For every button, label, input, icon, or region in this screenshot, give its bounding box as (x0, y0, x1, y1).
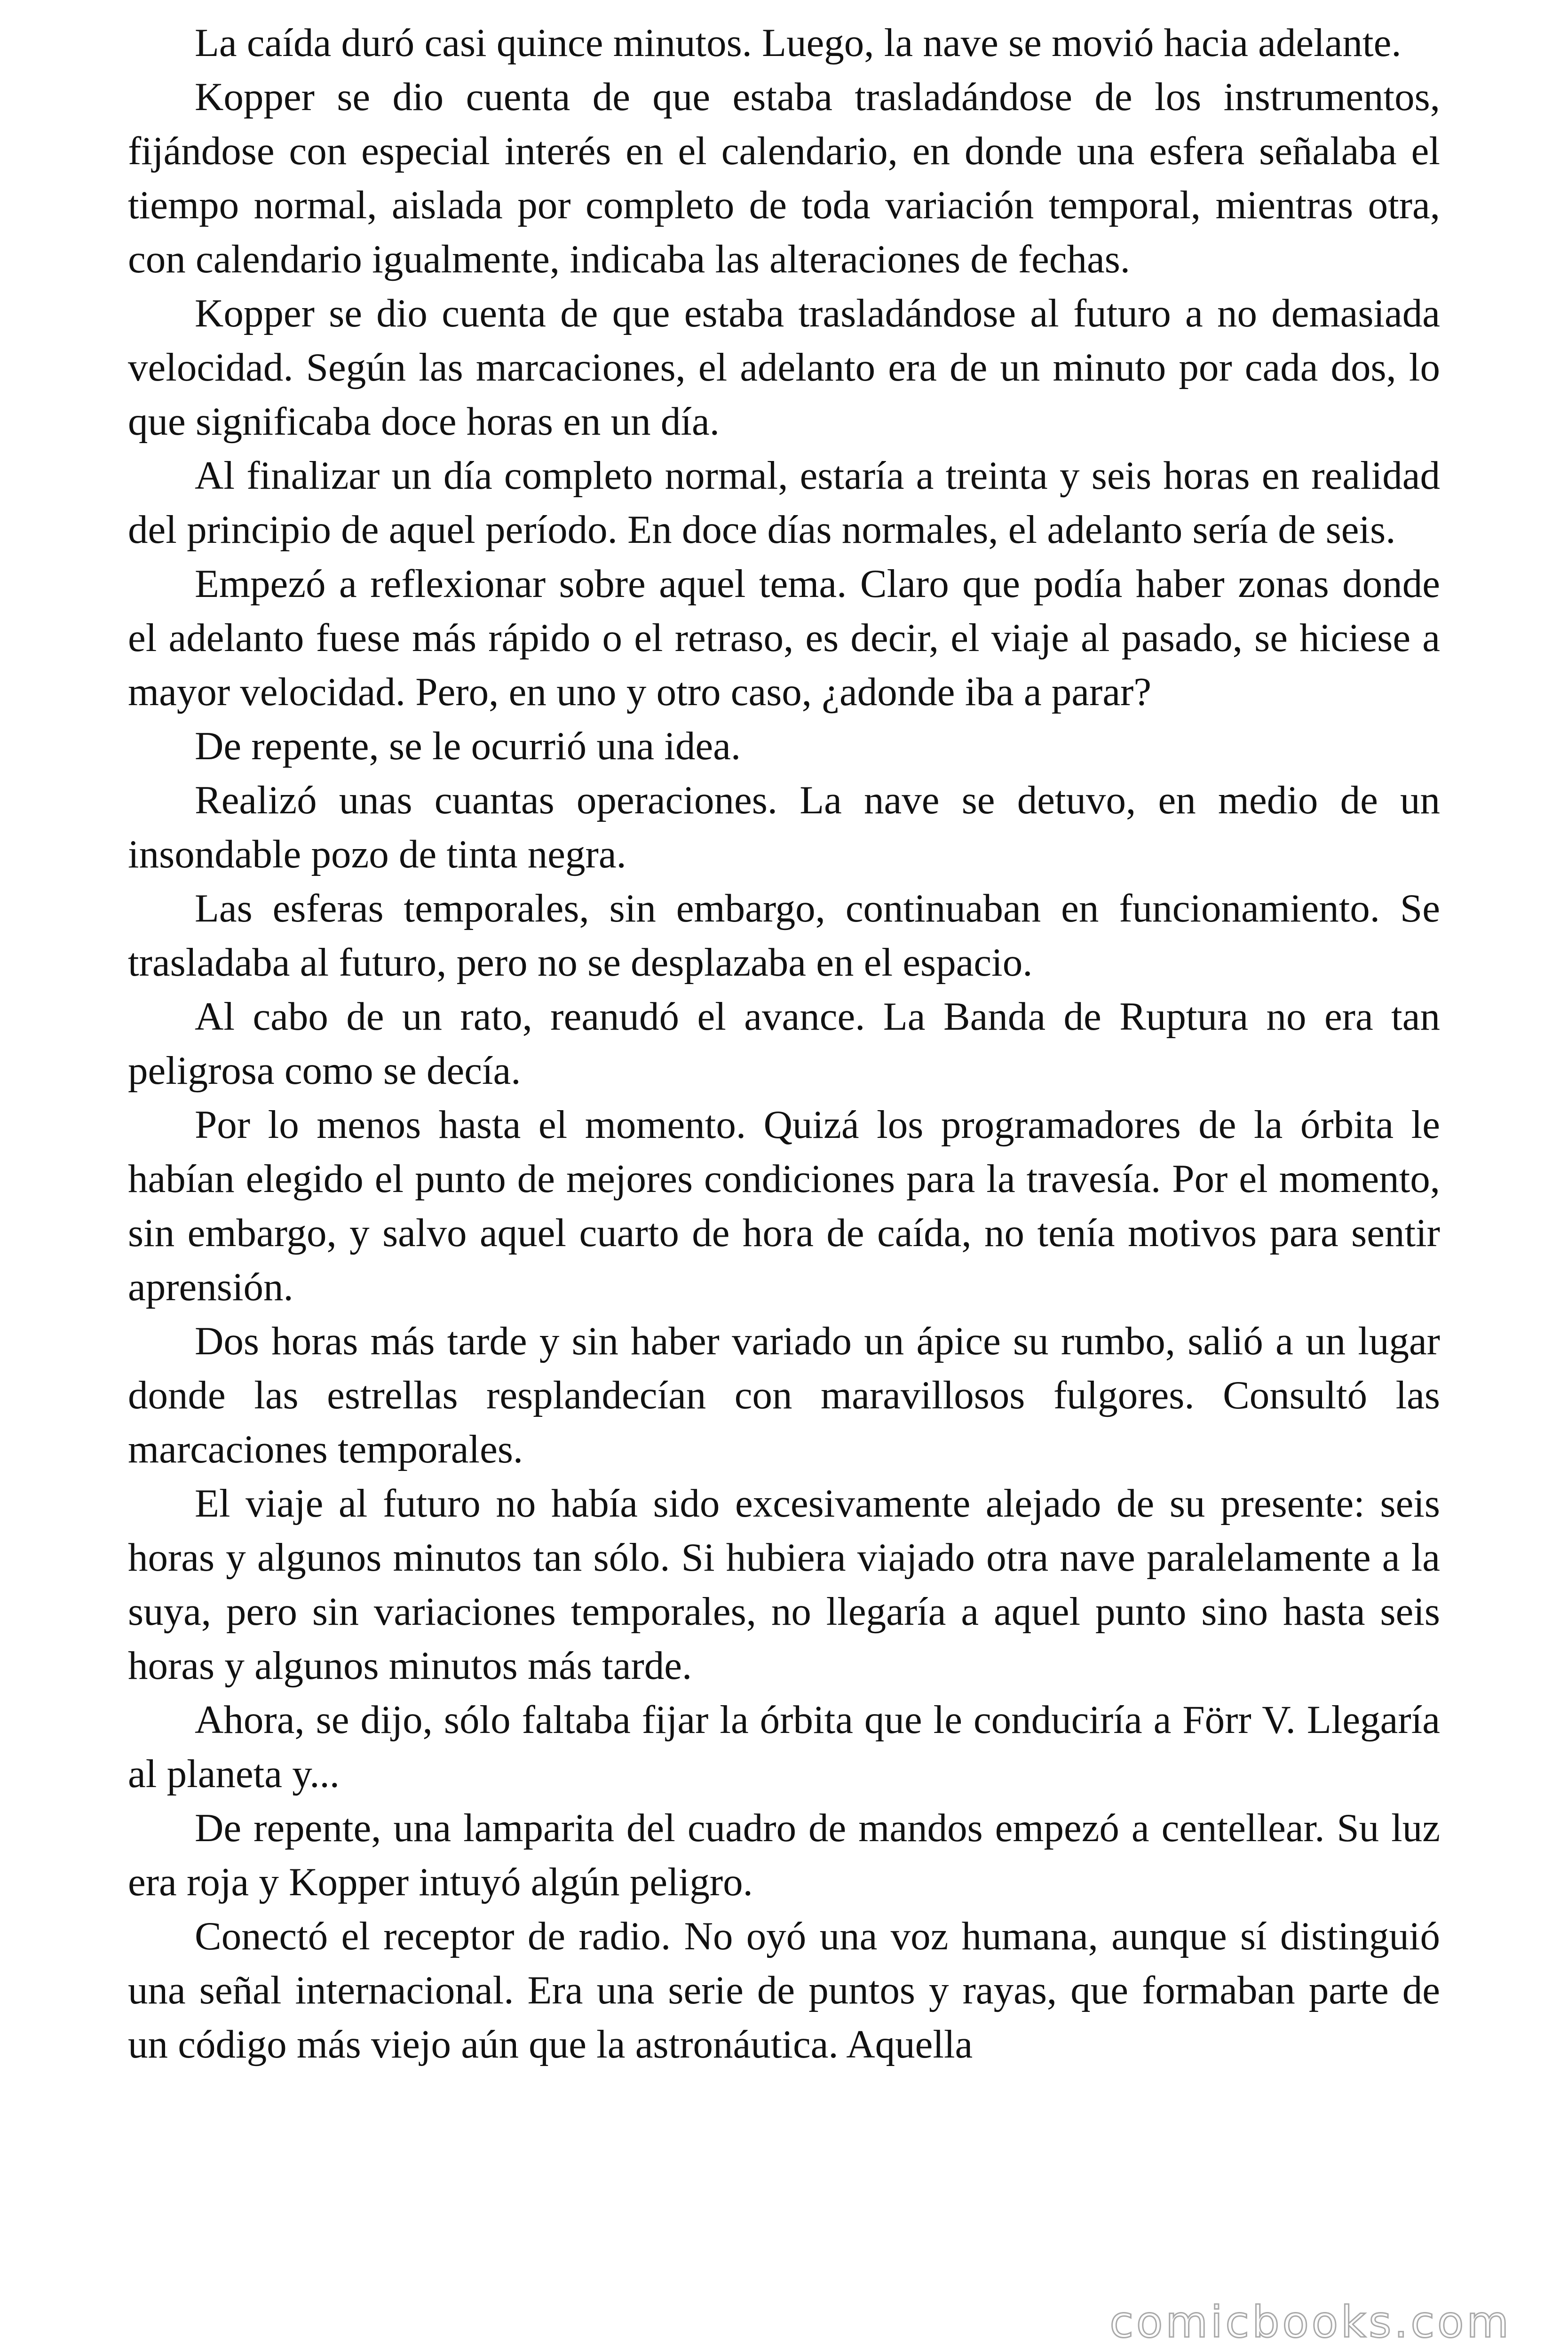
paragraph: Al cabo de un rato, reanudó el avance. La Banda de Ruptura no era tan peligrosa como se decía. (128, 994, 1440, 1093)
paragraph: El viaje al futuro no había sido excesivamente alejado de su presente: seis horas y algunos minutos tan sólo. Si hubiera viajado otra nave paralelamente a la suya, pero sin variaciones temporales, no llegaría a aquel punto sino hasta seis horas y algunos minutos más tarde. (128, 1481, 1440, 1688)
paragraph: Kopper se dio cuenta de que estaba trasladándose al futuro a no demasiada velocidad. Según las marcaciones, el adelanto era de un minuto por cada dos, lo que significaba doce horas en un día. (128, 291, 1440, 444)
paragraph: De repente, una lamparita del cuadro de mandos empezó a centellear. Su luz era roja y Kopper intuyó algún peligro. (128, 1806, 1440, 1904)
paragraph: La caída duró casi quince minutos. Luego, la nave se movió hacia adelante. (195, 21, 1402, 65)
paragraph: De repente, se le ocurrió una idea. (195, 724, 741, 768)
paragraph: Las esferas temporales, sin embargo, continuaban en funcionamiento. Se trasladaba al futuro, pero no se desplazaba en el espacio. (128, 886, 1440, 985)
body-text (128, 16, 1440, 2072)
paragraph: Por lo menos hasta el momento. Quizá los programadores de la órbita le habían elegido el punto de mejores condiciones para la travesía. Por el momento, sin embargo, y salvo aquel cuarto de hora de caída, no tenía motivos para sentir aprensión. (128, 1103, 1440, 1309)
paragraph: Ahora, se dijo, sólo faltaba fijar la órbita que le conduciría a Förr V. Llegaría al planeta y... (128, 1698, 1440, 1796)
paragraph: Conectó el receptor de radio. No oyó una voz humana, aunque sí distinguió una señal internacional. Era una serie de puntos y rayas, que formaban parte de un código más viejo aún que la astronáutica. Aquella (128, 1914, 1440, 2066)
paragraph: Dos horas más tarde y sin haber variado un ápice su rumbo, salió a un lugar donde las estrellas resplandecían con maravillosos fulgores. Consultó las marcaciones temporales. (128, 1319, 1440, 1471)
watermark: comicbooks.com (1109, 2297, 1512, 2347)
paragraph: Kopper se dio cuenta de que estaba trasladándose de los instrumentos, fijándose con especial interés en el calendario, en donde una esfera señalaba el tiempo normal, aislada por completo de toda variación temporal, mientras otra, con calendario igualmente, indicaba las alteraciones de fechas. (128, 75, 1440, 281)
paragraph: Al finalizar un día completo normal, estaría a treinta y seis horas en realidad del principio de aquel período. En doce días normales, el adelanto sería de seis. (128, 453, 1440, 552)
paragraph: Empezó a reflexionar sobre aquel tema. Claro que podía haber zonas donde el adelanto fuese más rápido o el retraso, es decir, el viaje al pasado, se hiciese a mayor velocidad. Pero, en uno y otro caso, ¿adonde iba a parar? (128, 562, 1440, 714)
paragraph: Realizó unas cuantas operaciones. La nave se detuvo, en medio de un insondable pozo de tinta negra. (128, 778, 1440, 876)
